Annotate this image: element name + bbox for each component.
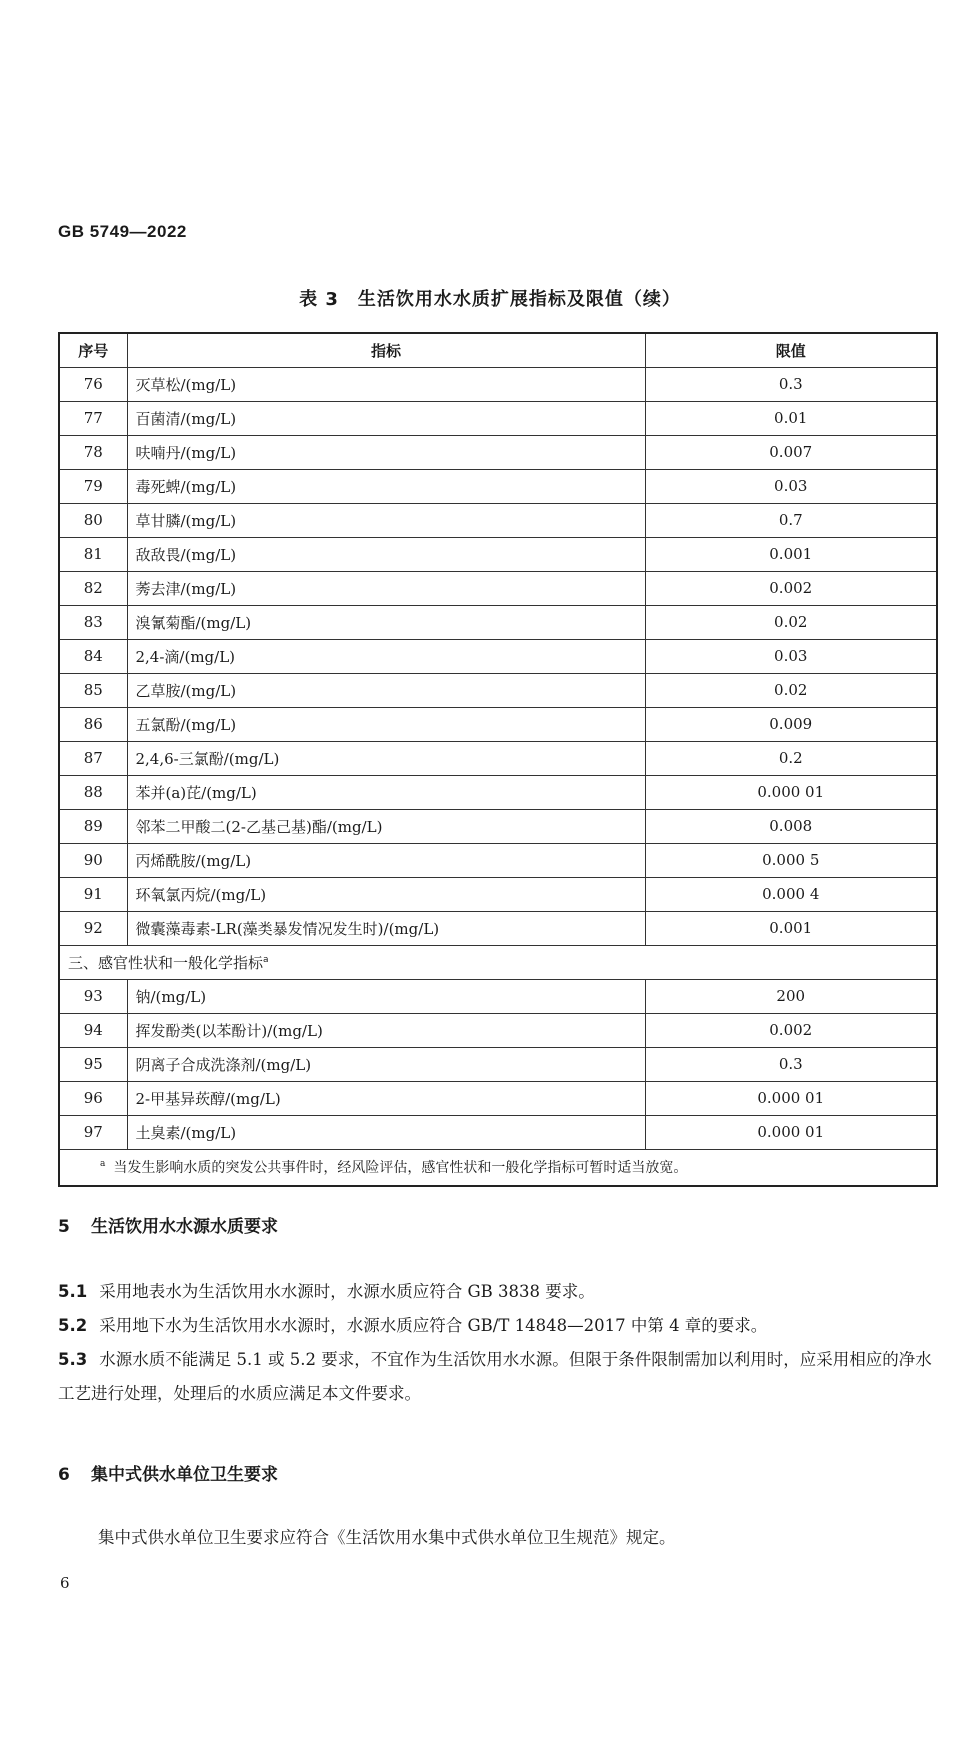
footnote-cell <box>59 1149 937 1186</box>
cell-limit: 0.008 <box>645 809 937 843</box>
header-indicator: 指标 <box>127 333 645 367</box>
table-row <box>59 367 937 401</box>
cell-num: 81 <box>59 537 127 571</box>
cell-indicator: 莠去津/(mg/L) <box>127 571 645 605</box>
cell-indicator: 敌敌畏/(mg/L) <box>127 537 645 571</box>
para-5-1-text: 采用地表水为生活饮用水水源时，水源水质应符合 GB 3838 要求。 <box>99 1282 595 1301</box>
cell-num: 76 <box>59 367 127 401</box>
table-row <box>59 843 937 877</box>
cell-num: 95 <box>59 1047 127 1081</box>
cell-limit: 0.002 <box>645 571 937 605</box>
cell-limit: 0.009 <box>645 707 937 741</box>
table-row <box>59 707 937 741</box>
para-5-2-text: 采用地下水为生活饮用水水源时，水源水质应符合 GB/T 14848—2017 中第 4 章的要求。 <box>99 1316 768 1335</box>
cell-indicator: 五氯酚/(mg/L) <box>127 707 645 741</box>
para-6: 集中式供水单位卫生要求应符合《生活饮用水集中式供水单位卫生规范》规定。 <box>98 1528 676 1547</box>
table-row <box>59 1013 937 1047</box>
cell-num: 86 <box>59 707 127 741</box>
group-footnote-mark: a <box>263 954 269 965</box>
table-row <box>59 911 937 945</box>
cell-num: 84 <box>59 639 127 673</box>
cell-indicator: 2,4,6-三氯酚/(mg/L) <box>127 741 645 775</box>
cell-num: 94 <box>59 1013 127 1047</box>
table-row <box>59 469 937 503</box>
header-limit: 限值 <box>645 333 937 367</box>
cell-limit: 0.03 <box>645 639 937 673</box>
group-label-cell <box>59 945 937 979</box>
cell-indicator: 乙草胺/(mg/L) <box>127 673 645 707</box>
cell-num: 78 <box>59 435 127 469</box>
para-5-3 <box>58 1343 940 1411</box>
cell-limit: 0.000 01 <box>645 775 937 809</box>
table-body <box>59 367 937 1186</box>
footnote-mark: a <box>100 1159 106 1170</box>
cell-num: 97 <box>59 1115 127 1149</box>
section-6-title: 集中式供水单位卫生要求 <box>91 1465 278 1485</box>
cell-indicator: 钠/(mg/L) <box>127 979 645 1013</box>
cell-num: 87 <box>59 741 127 775</box>
cell-limit: 0.02 <box>645 673 937 707</box>
cell-limit: 0.02 <box>645 605 937 639</box>
header-num: 序号 <box>59 333 127 367</box>
cell-indicator: 溴氰菊酯/(mg/L) <box>127 605 645 639</box>
footnote-row <box>59 1149 937 1186</box>
table-row <box>59 401 937 435</box>
table-row <box>59 571 937 605</box>
cell-indicator: 环氧氯丙烷/(mg/L) <box>127 877 645 911</box>
footnote-text: 当发生影响水质的突发公共事件时，经风险评估，感官性状和一般化学指标可暂时适当放宽。 <box>113 1160 688 1177</box>
cell-limit: 0.001 <box>645 911 937 945</box>
table-row <box>59 741 937 775</box>
group-row <box>59 945 937 979</box>
table-row <box>59 1115 937 1149</box>
table-row <box>59 775 937 809</box>
cell-indicator: 百菌清/(mg/L) <box>127 401 645 435</box>
cell-num: 77 <box>59 401 127 435</box>
table-row <box>59 673 937 707</box>
group-label: 三、感官性状和一般化学指标 <box>68 953 264 972</box>
cell-indicator: 微囊藻毒素-LR(藻类暴发情况发生时)/(mg/L) <box>127 911 645 945</box>
table-row <box>59 639 937 673</box>
table-row <box>59 877 937 911</box>
cell-limit: 0.01 <box>645 401 937 435</box>
cell-indicator: 邻苯二甲酸二(2-乙基己基)酯/(mg/L) <box>127 809 645 843</box>
section-5-title: 生活饮用水水源水质要求 <box>91 1217 278 1237</box>
cell-limit: 0.000 01 <box>645 1081 937 1115</box>
para-5-2-number: 5.2 <box>58 1316 88 1335</box>
cell-indicator: 毒死蜱/(mg/L) <box>127 469 645 503</box>
table-row <box>59 503 937 537</box>
cell-indicator: 阴离子合成洗涤剂/(mg/L) <box>127 1047 645 1081</box>
cell-limit: 0.03 <box>645 469 937 503</box>
cell-limit: 0.001 <box>645 537 937 571</box>
table-header-row <box>59 333 937 367</box>
cell-num: 80 <box>59 503 127 537</box>
standard-code: GB 5749—2022 <box>58 222 187 241</box>
cell-indicator: 丙烯酰胺/(mg/L) <box>127 843 645 877</box>
limits-table <box>58 332 938 1187</box>
cell-num: 90 <box>59 843 127 877</box>
cell-limit: 0.2 <box>645 741 937 775</box>
cell-indicator: 挥发酚类(以苯酚计)/(mg/L) <box>127 1013 645 1047</box>
page-number: 6 <box>60 1574 70 1592</box>
cell-num: 89 <box>59 809 127 843</box>
cell-limit: 0.000 4 <box>645 877 937 911</box>
table-row <box>59 435 937 469</box>
cell-num: 83 <box>59 605 127 639</box>
cell-num: 96 <box>59 1081 127 1115</box>
cell-indicator: 呋喃丹/(mg/L) <box>127 435 645 469</box>
cell-indicator: 2,4-滴/(mg/L) <box>127 639 645 673</box>
cell-indicator: 土臭素/(mg/L) <box>127 1115 645 1149</box>
cell-limit: 0.007 <box>645 435 937 469</box>
section-6-number: 6 <box>58 1465 70 1485</box>
table-row <box>59 979 937 1013</box>
cell-limit: 0.000 5 <box>645 843 937 877</box>
cell-num: 93 <box>59 979 127 1013</box>
section-5-heading <box>58 1212 278 1237</box>
cell-limit: 0.3 <box>645 367 937 401</box>
section-6-heading <box>58 1460 278 1485</box>
cell-limit: 0.000 01 <box>645 1115 937 1149</box>
table-row <box>59 1081 937 1115</box>
cell-indicator: 苯并(a)芘/(mg/L) <box>127 775 645 809</box>
para-5-2 <box>58 1309 940 1343</box>
cell-limit: 200 <box>645 979 937 1013</box>
table-row <box>59 537 937 571</box>
cell-limit: 0.7 <box>645 503 937 537</box>
cell-num: 88 <box>59 775 127 809</box>
cell-limit: 0.3 <box>645 1047 937 1081</box>
cell-indicator: 灭草松/(mg/L) <box>127 367 645 401</box>
section-5-number: 5 <box>58 1217 70 1237</box>
table-title: 表 3 生活饮用水水质扩展指标及限值（续） <box>299 289 681 310</box>
cell-indicator: 2-甲基异莰醇/(mg/L) <box>127 1081 645 1115</box>
cell-num: 91 <box>59 877 127 911</box>
cell-num: 82 <box>59 571 127 605</box>
table-row <box>59 809 937 843</box>
para-5-3-text: 水源水质不能满足 5.1 或 5.2 要求，不宜作为生活饮用水水源。但限于条件限制需加以利用时，应采用相应的净水工艺进行处理，处理后的水质应满足本文件要求。 <box>58 1350 932 1403</box>
para-5-1 <box>58 1275 940 1309</box>
cell-num: 92 <box>59 911 127 945</box>
table-row <box>59 1047 937 1081</box>
para-5-3-number: 5.3 <box>58 1350 88 1369</box>
para-5-1-number: 5.1 <box>58 1282 88 1301</box>
cell-indicator: 草甘膦/(mg/L) <box>127 503 645 537</box>
cell-limit: 0.002 <box>645 1013 937 1047</box>
cell-num: 85 <box>59 673 127 707</box>
table-row <box>59 605 937 639</box>
cell-num: 79 <box>59 469 127 503</box>
